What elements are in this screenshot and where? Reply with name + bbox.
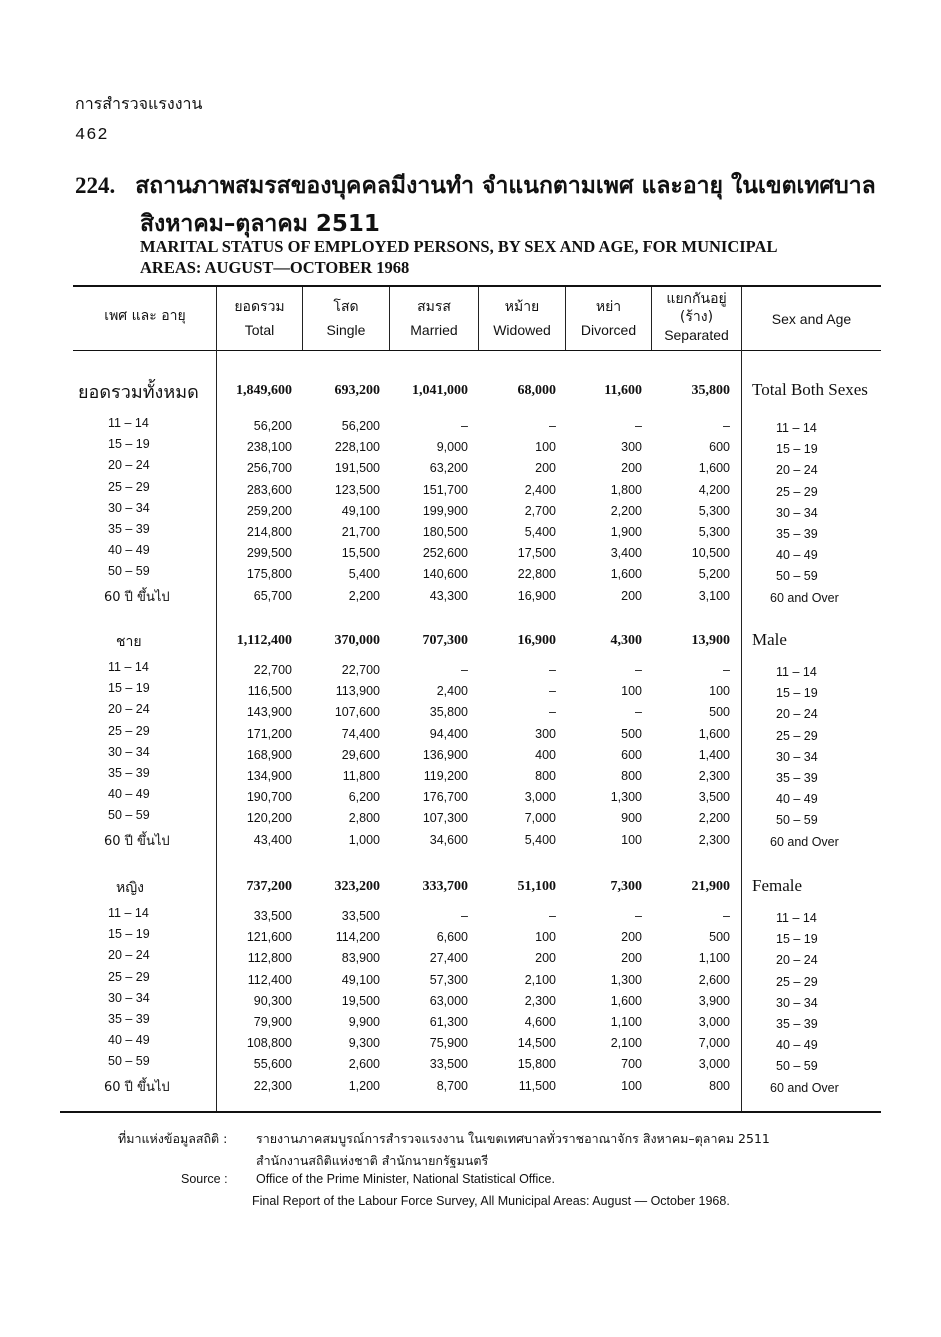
col-divider bbox=[741, 287, 742, 1111]
data-cell: 500 bbox=[709, 705, 730, 719]
group-total-cell: 1,041,000 bbox=[412, 383, 468, 398]
data-cell: 100 bbox=[535, 930, 556, 944]
data-cell: 151,700 bbox=[422, 483, 468, 497]
age-label-en: 25 – 29 bbox=[776, 975, 818, 989]
data-cell: 19,500 bbox=[341, 994, 380, 1008]
age-label-en: 60 and Over bbox=[770, 591, 839, 605]
data-cell: – bbox=[461, 909, 468, 923]
group-total-cell: 68,000 bbox=[517, 383, 556, 398]
data-cell: 1,600 bbox=[698, 461, 730, 475]
data-cell: 800 bbox=[621, 769, 642, 783]
header-single-en: Single bbox=[326, 322, 366, 338]
data-cell: 74,400 bbox=[341, 727, 380, 741]
group-total-cell: 21,900 bbox=[691, 879, 730, 894]
data-cell: 55,600 bbox=[253, 1057, 292, 1071]
data-cell: 16,900 bbox=[517, 589, 556, 603]
data-cell: 107,300 bbox=[422, 811, 468, 825]
data-cell: 2,300 bbox=[698, 833, 730, 847]
header-bottom-rule bbox=[73, 350, 881, 351]
data-cell: 1,400 bbox=[698, 748, 730, 762]
header-single bbox=[303, 298, 389, 340]
data-cell: 400 bbox=[535, 748, 556, 762]
data-cell: 1,800 bbox=[610, 483, 642, 497]
age-label-thai: 50 – 59 bbox=[108, 1054, 150, 1068]
data-cell: 5,300 bbox=[698, 504, 730, 518]
data-cell: 17,500 bbox=[517, 546, 556, 560]
age-label-thai: 50 – 59 bbox=[108, 564, 150, 578]
header-married-thai: สมรส bbox=[417, 299, 451, 315]
data-cell: 21,700 bbox=[341, 525, 380, 539]
data-cell: 57,300 bbox=[429, 973, 468, 987]
header-married-en: Married bbox=[410, 322, 458, 338]
age-label-en: 15 – 19 bbox=[776, 686, 818, 700]
data-cell: 4,200 bbox=[698, 483, 730, 497]
group-total-cell: 7,300 bbox=[610, 879, 642, 894]
data-cell: 2,200 bbox=[348, 589, 380, 603]
header-separated-thai: แยกกันอยู่ bbox=[666, 291, 727, 307]
age-label-en: 11 – 14 bbox=[776, 421, 817, 435]
group-label-en: Total Both Sexes bbox=[752, 380, 868, 399]
data-cell: 214,800 bbox=[246, 525, 292, 539]
group-total-cell: 13,900 bbox=[691, 633, 730, 648]
data-cell: 259,200 bbox=[246, 504, 292, 518]
data-cell: 2,100 bbox=[524, 973, 556, 987]
data-cell: 107,600 bbox=[334, 705, 380, 719]
group-total-cell: 16,900 bbox=[517, 633, 556, 648]
group-label-en: Female bbox=[752, 876, 803, 895]
data-cell: 300 bbox=[535, 727, 556, 741]
header-divorced bbox=[566, 298, 651, 340]
data-cell: 2,300 bbox=[698, 769, 730, 783]
data-cell: 190,700 bbox=[246, 790, 292, 804]
data-cell: 1,600 bbox=[610, 567, 642, 581]
age-label-thai: 15 – 19 bbox=[108, 927, 150, 941]
data-cell: 1,300 bbox=[610, 973, 642, 987]
header-total bbox=[217, 298, 302, 340]
title-en-line2: AREAS: AUGUST—OCTOBER 1968 bbox=[140, 258, 410, 277]
page-number: 462 bbox=[75, 126, 109, 145]
data-cell: – bbox=[723, 419, 730, 433]
age-label-en: 20 – 24 bbox=[776, 463, 818, 477]
table-number: 224. bbox=[75, 173, 116, 198]
data-cell: 228,100 bbox=[334, 440, 380, 454]
data-cell: 11,800 bbox=[342, 769, 380, 783]
data-cell: 22,300 bbox=[253, 1079, 292, 1093]
data-cell: 83,900 bbox=[341, 951, 380, 965]
age-label-thai: 30 – 34 bbox=[108, 745, 150, 759]
footnote-thai-label: ที่มาแห่งข้อมูลสถิติ : bbox=[118, 1131, 228, 1146]
age-label-thai: 11 – 14 bbox=[108, 416, 149, 430]
age-label-thai: 60 ปี ขึ้นไป bbox=[104, 1080, 170, 1095]
data-cell: 2,700 bbox=[524, 504, 556, 518]
age-label-en: 40 – 49 bbox=[776, 792, 818, 806]
data-cell: 33,500 bbox=[253, 909, 292, 923]
age-label-thai: 25 – 29 bbox=[108, 970, 150, 984]
age-label-en: 25 – 29 bbox=[776, 729, 818, 743]
data-cell: 49,100 bbox=[341, 504, 380, 518]
age-label-en: 60 and Over bbox=[770, 835, 839, 849]
data-cell: 33,500 bbox=[341, 909, 380, 923]
data-cell: 94,400 bbox=[429, 727, 468, 741]
data-cell: 4,600 bbox=[524, 1015, 556, 1029]
header-separated-thai2: (ร้าง) bbox=[679, 309, 714, 325]
age-label-thai: 20 – 24 bbox=[108, 948, 150, 962]
table-title-thai bbox=[75, 168, 876, 204]
group-total-cell: 737,200 bbox=[246, 879, 292, 894]
data-cell: 3,000 bbox=[524, 790, 556, 804]
group-label-thai: หญิง bbox=[116, 880, 144, 896]
footnote-thai-line2: สำนักงานสถิติแห่งชาติ สำนักนายกรัฐมนตรี bbox=[256, 1153, 489, 1168]
group-total-cell: 707,300 bbox=[422, 633, 468, 648]
age-label-en: 30 – 34 bbox=[776, 750, 818, 764]
data-cell: 136,900 bbox=[422, 748, 468, 762]
data-cell: 100 bbox=[621, 833, 642, 847]
group-total-cell: 4,300 bbox=[610, 633, 642, 648]
data-cell: 3,900 bbox=[698, 994, 730, 1008]
data-cell: – bbox=[461, 419, 468, 433]
data-cell: 176,700 bbox=[422, 790, 468, 804]
header-divorced-thai: หย่า bbox=[595, 299, 622, 315]
header-total-en: Total bbox=[244, 322, 275, 338]
data-cell: 116,500 bbox=[247, 684, 292, 698]
age-label-en: 40 – 49 bbox=[776, 548, 818, 562]
age-label-thai: 40 – 49 bbox=[108, 1033, 150, 1047]
data-cell: 6,200 bbox=[348, 790, 380, 804]
data-cell: 15,800 bbox=[517, 1057, 556, 1071]
age-label-en: 50 – 59 bbox=[776, 569, 818, 583]
data-cell: 22,700 bbox=[253, 663, 292, 677]
data-cell: 1,300 bbox=[610, 790, 642, 804]
data-cell: 14,500 bbox=[517, 1036, 556, 1050]
data-cell: – bbox=[635, 705, 642, 719]
data-cell: 9,300 bbox=[348, 1036, 380, 1050]
data-cell: 56,200 bbox=[341, 419, 380, 433]
data-cell: 256,700 bbox=[246, 461, 292, 475]
data-cell: 168,900 bbox=[246, 748, 292, 762]
data-cell: 7,000 bbox=[698, 1036, 730, 1050]
col-divider bbox=[216, 287, 217, 1111]
data-cell: 2,400 bbox=[436, 684, 468, 698]
group-total-cell: 35,800 bbox=[691, 383, 730, 398]
data-cell: 8,700 bbox=[436, 1079, 468, 1093]
data-cell: 2,800 bbox=[348, 811, 380, 825]
data-cell: 65,700 bbox=[253, 589, 292, 603]
footnote-source-line2: Final Report of the Labour Force Survey, All Municipal Areas: August — October 1968. bbox=[252, 1194, 730, 1208]
data-cell: 79,900 bbox=[253, 1015, 292, 1029]
group-total-cell: 1,849,600 bbox=[236, 383, 292, 398]
age-label-thai: 25 – 29 bbox=[108, 724, 150, 738]
data-cell: 90,300 bbox=[253, 994, 292, 1008]
data-cell: – bbox=[635, 419, 642, 433]
title-thai-line2: สิงหาคม–ตุลาคม 2511 bbox=[140, 211, 380, 237]
data-cell: 140,600 bbox=[422, 567, 468, 581]
data-cell: 112,800 bbox=[247, 951, 292, 965]
data-cell: 100 bbox=[709, 684, 730, 698]
age-label-en: 35 – 39 bbox=[776, 527, 818, 541]
age-label-en: 35 – 39 bbox=[776, 1017, 818, 1031]
data-cell: 3,000 bbox=[698, 1057, 730, 1071]
data-cell: 114,200 bbox=[335, 930, 380, 944]
header-divorced-en: Divorced bbox=[580, 322, 637, 338]
data-cell: 171,200 bbox=[246, 727, 292, 741]
data-cell: – bbox=[549, 705, 556, 719]
data-cell: 700 bbox=[621, 1057, 642, 1071]
age-label-thai: 20 – 24 bbox=[108, 458, 150, 472]
data-cell: 238,100 bbox=[246, 440, 292, 454]
data-cell: 1,000 bbox=[348, 833, 380, 847]
table-top-rule bbox=[73, 285, 881, 287]
data-cell: 33,500 bbox=[429, 1057, 468, 1071]
data-cell: 63,000 bbox=[429, 994, 468, 1008]
data-cell: 180,500 bbox=[422, 525, 468, 539]
data-cell: 191,500 bbox=[334, 461, 380, 475]
age-label-en: 40 – 49 bbox=[776, 1038, 818, 1052]
data-cell: – bbox=[461, 663, 468, 677]
age-label-thai: 11 – 14 bbox=[108, 660, 149, 674]
age-label-thai: 20 – 24 bbox=[108, 702, 150, 716]
data-cell: 6,600 bbox=[436, 930, 468, 944]
data-cell: 5,400 bbox=[348, 567, 380, 581]
data-cell: 100 bbox=[621, 1079, 642, 1093]
data-cell: – bbox=[549, 909, 556, 923]
data-cell: 199,900 bbox=[422, 504, 468, 518]
age-label-thai: 30 – 34 bbox=[108, 501, 150, 515]
data-cell: 1,100 bbox=[610, 1015, 642, 1029]
data-cell: 100 bbox=[621, 684, 642, 698]
age-label-thai: 35 – 39 bbox=[108, 1012, 150, 1026]
data-cell: 27,400 bbox=[429, 951, 468, 965]
data-cell: 5,400 bbox=[524, 525, 556, 539]
data-cell: 49,100 bbox=[341, 973, 380, 987]
data-cell: 63,200 bbox=[429, 461, 468, 475]
group-total-cell: 370,000 bbox=[334, 633, 380, 648]
data-cell: 35,800 bbox=[429, 705, 468, 719]
data-cell: 56,200 bbox=[253, 419, 292, 433]
data-cell: – bbox=[549, 684, 556, 698]
group-total-cell: 323,200 bbox=[334, 879, 380, 894]
age-label-thai: 15 – 19 bbox=[108, 681, 150, 695]
data-cell: 500 bbox=[621, 727, 642, 741]
data-cell: 100 bbox=[535, 440, 556, 454]
data-cell: 22,800 bbox=[517, 567, 556, 581]
header-separated-en: Separated bbox=[664, 327, 729, 343]
age-label-en: 30 – 34 bbox=[776, 996, 818, 1010]
footnote-source-label: Source : bbox=[181, 1172, 228, 1186]
header-sex-age-en: Sex and Age bbox=[771, 311, 852, 327]
age-label-en: 20 – 24 bbox=[776, 953, 818, 967]
title-en-line1: MARITAL STATUS OF EMPLOYED PERSONS, BY SEX AND AGE, FOR MUNICIPAL bbox=[140, 237, 778, 256]
age-label-en: 50 – 59 bbox=[776, 1059, 818, 1073]
data-cell: 9,000 bbox=[436, 440, 468, 454]
data-cell: 600 bbox=[621, 748, 642, 762]
data-cell: 1,600 bbox=[610, 994, 642, 1008]
header-widowed-thai: หม้าย bbox=[504, 299, 540, 315]
age-label-thai: 40 – 49 bbox=[108, 543, 150, 557]
group-label-en: Male bbox=[752, 630, 787, 649]
age-label-en: 15 – 19 bbox=[776, 932, 818, 946]
data-cell: 43,400 bbox=[253, 833, 292, 847]
data-cell: 2,200 bbox=[610, 504, 642, 518]
data-cell: 108,800 bbox=[246, 1036, 292, 1050]
group-label-thai: ชาย bbox=[116, 634, 142, 650]
header-widowed-en: Widowed bbox=[493, 322, 551, 338]
data-cell: 200 bbox=[535, 951, 556, 965]
group-total-cell: 693,200 bbox=[334, 383, 380, 398]
data-cell: 200 bbox=[621, 951, 642, 965]
data-cell: 1,100 bbox=[698, 951, 730, 965]
header-total-thai: ยอดรวม bbox=[234, 299, 285, 315]
data-cell: 10,500 bbox=[691, 546, 730, 560]
data-cell: 300 bbox=[621, 440, 642, 454]
table-title-english bbox=[140, 236, 777, 278]
data-cell: 5,300 bbox=[698, 525, 730, 539]
data-cell: 9,900 bbox=[348, 1015, 380, 1029]
data-cell: 200 bbox=[621, 461, 642, 475]
age-label-en: 50 – 59 bbox=[776, 813, 818, 827]
data-cell: 1,200 bbox=[348, 1079, 380, 1093]
data-cell: 2,200 bbox=[698, 811, 730, 825]
footnote-source-line1: Office of the Prime Minister, National Statistical Office. bbox=[256, 1172, 555, 1186]
data-cell: 1,900 bbox=[610, 525, 642, 539]
data-cell: 43,300 bbox=[429, 589, 468, 603]
data-cell: 3,000 bbox=[698, 1015, 730, 1029]
data-cell: 1,600 bbox=[698, 727, 730, 741]
data-cell: 200 bbox=[621, 589, 642, 603]
data-cell: 200 bbox=[621, 930, 642, 944]
data-cell: 29,600 bbox=[341, 748, 380, 762]
data-cell: 900 bbox=[621, 811, 642, 825]
data-cell: 252,600 bbox=[422, 546, 468, 560]
age-label-thai: 25 – 29 bbox=[108, 480, 150, 494]
age-label-thai: 30 – 34 bbox=[108, 991, 150, 1005]
header-single-thai: โสด bbox=[333, 299, 359, 315]
data-cell: – bbox=[549, 663, 556, 677]
data-cell: 34,600 bbox=[429, 833, 468, 847]
data-cell: 2,100 bbox=[610, 1036, 642, 1050]
age-label-thai: 15 – 19 bbox=[108, 437, 150, 451]
data-cell: 75,900 bbox=[429, 1036, 468, 1050]
header-separated bbox=[652, 290, 741, 344]
header-widowed bbox=[479, 298, 565, 340]
data-cell: – bbox=[723, 909, 730, 923]
data-cell: – bbox=[635, 909, 642, 923]
footnote-thai-line1: รายงานภาคสมบูรณ์การสำรวจแรงงาน ในเขตเทศบาลทั่วราชอาณาจักร สิงหาคม–ตุลาคม 2511 bbox=[256, 1131, 770, 1146]
group-total-cell: 51,100 bbox=[517, 879, 556, 894]
data-cell: 600 bbox=[709, 440, 730, 454]
data-cell: 61,300 bbox=[429, 1015, 468, 1029]
header-sex-age-thai: เพศ และ อายุ bbox=[104, 308, 186, 324]
data-cell: 800 bbox=[535, 769, 556, 783]
data-cell: 113,900 bbox=[335, 684, 380, 698]
age-label-en: 20 – 24 bbox=[776, 707, 818, 721]
table-bottom-rule bbox=[60, 1111, 881, 1113]
data-cell: 5,400 bbox=[524, 833, 556, 847]
group-total-cell: 11,600 bbox=[604, 383, 642, 398]
age-label-thai: 40 – 49 bbox=[108, 787, 150, 801]
running-head: การสำรวจแรงงาน bbox=[75, 94, 203, 113]
data-cell: 11,500 bbox=[518, 1079, 556, 1093]
group-total-cell: 1,112,400 bbox=[236, 633, 292, 648]
age-label-en: 11 – 14 bbox=[776, 665, 817, 679]
data-cell: 143,900 bbox=[246, 705, 292, 719]
age-label-thai: 11 – 14 bbox=[108, 906, 149, 920]
age-label-thai: 60 ปี ขึ้นไป bbox=[104, 834, 170, 849]
age-label-en: 35 – 39 bbox=[776, 771, 818, 785]
data-cell: – bbox=[723, 663, 730, 677]
age-label-en: 25 – 29 bbox=[776, 485, 818, 499]
age-label-thai: 60 ปี ขึ้นไป bbox=[104, 590, 170, 605]
data-cell: 22,700 bbox=[341, 663, 380, 677]
data-cell: 7,000 bbox=[524, 811, 556, 825]
data-cell: 5,200 bbox=[698, 567, 730, 581]
group-label-thai: ยอดรวมทั้งหมด bbox=[78, 382, 199, 403]
data-cell: 123,500 bbox=[334, 483, 380, 497]
age-label-thai: 35 – 39 bbox=[108, 766, 150, 780]
data-cell: 2,600 bbox=[348, 1057, 380, 1071]
data-cell: 200 bbox=[535, 461, 556, 475]
data-cell: 800 bbox=[709, 1079, 730, 1093]
data-cell: 175,800 bbox=[246, 567, 292, 581]
data-cell: 2,600 bbox=[698, 973, 730, 987]
data-cell: 2,300 bbox=[524, 994, 556, 1008]
data-cell: 3,100 bbox=[698, 589, 730, 603]
data-cell: 119,200 bbox=[423, 769, 468, 783]
age-label-en: 11 – 14 bbox=[776, 911, 817, 925]
data-cell: 15,500 bbox=[341, 546, 380, 560]
data-cell: 299,500 bbox=[246, 546, 292, 560]
title-thai-line1: สถานภาพสมรสของบุคคลมีงานทำ จำแนกตามเพศ และอายุ ในเขตเทศบาล bbox=[135, 173, 876, 199]
group-total-cell: 333,700 bbox=[422, 879, 468, 894]
data-cell: 121,600 bbox=[246, 930, 292, 944]
data-cell: 3,400 bbox=[610, 546, 642, 560]
data-cell: 500 bbox=[709, 930, 730, 944]
age-label-en: 60 and Over bbox=[770, 1081, 839, 1095]
data-cell: 134,900 bbox=[246, 769, 292, 783]
age-label-thai: 50 – 59 bbox=[108, 808, 150, 822]
data-cell: 3,500 bbox=[698, 790, 730, 804]
age-label-en: 15 – 19 bbox=[776, 442, 818, 456]
header-married bbox=[390, 298, 478, 340]
age-label-en: 30 – 34 bbox=[776, 506, 818, 520]
data-cell: 2,400 bbox=[524, 483, 556, 497]
age-label-thai: 35 – 39 bbox=[108, 522, 150, 536]
data-cell: 283,600 bbox=[246, 483, 292, 497]
data-cell: – bbox=[549, 419, 556, 433]
data-cell: – bbox=[635, 663, 642, 677]
data-cell: 120,200 bbox=[246, 811, 292, 825]
data-cell: 112,400 bbox=[247, 973, 292, 987]
